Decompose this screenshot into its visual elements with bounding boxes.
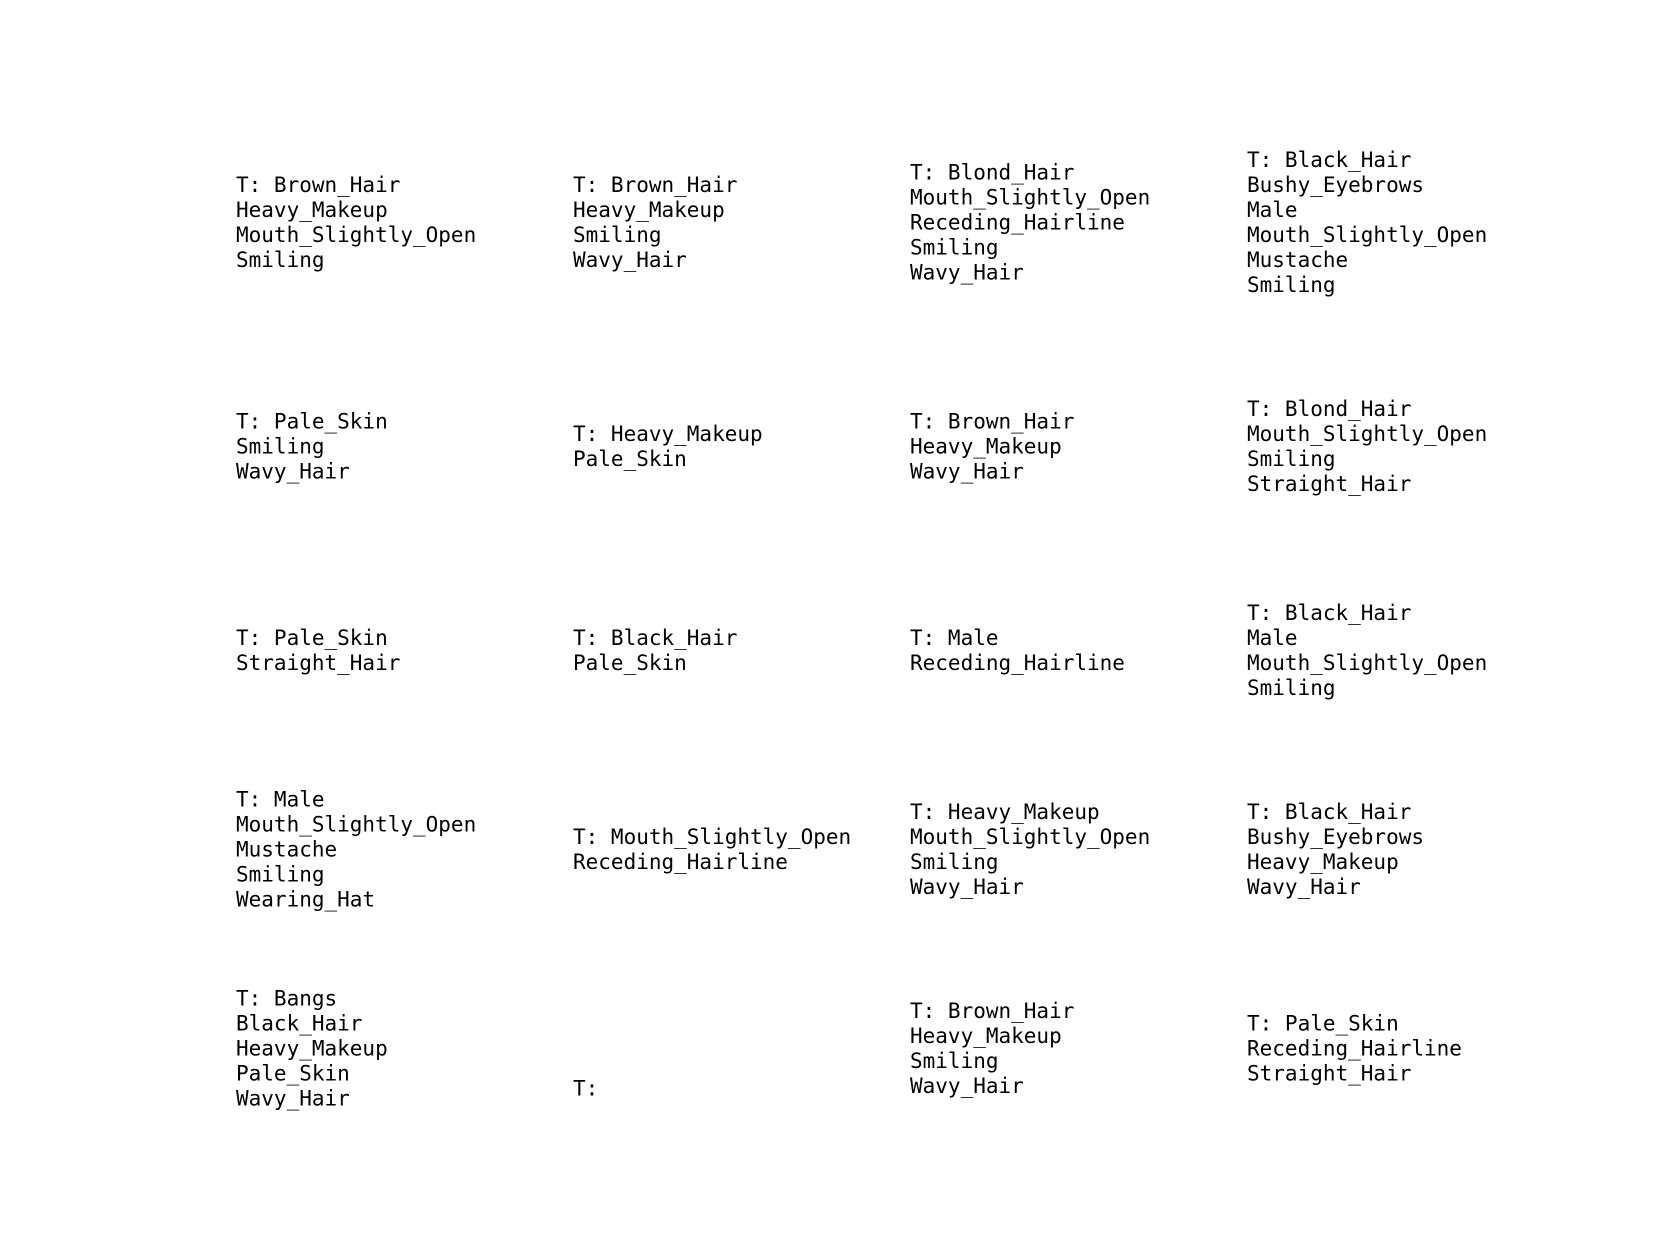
attribute-label: Smiling <box>1247 273 1336 297</box>
caption-panel-r5-c3 <box>910 999 1240 1099</box>
target-label: T: Black_Hair <box>1247 148 1412 172</box>
caption-panel-r3-c4 <box>1247 601 1577 701</box>
attribute-label: Wearing_Hat <box>236 887 376 912</box>
target-label: T: Blond_Hair <box>910 160 1075 185</box>
caption-panel-r4-c3 <box>910 800 1240 900</box>
caption-panel-r1-c3 <box>910 161 1240 286</box>
attribute-label: Heavy_Makeup <box>910 434 1062 459</box>
caption-panel-r2-c4 <box>1247 397 1577 497</box>
attribute-label: Mouth_Slightly_Open <box>910 185 1151 210</box>
attribute-label: Receding_Hairline <box>910 210 1125 235</box>
caption-panel-r3-c2 <box>573 626 903 676</box>
attribute-label: Mouth_Slightly_Open <box>236 223 477 247</box>
attribute-label: Wavy_Hair <box>910 875 1024 899</box>
target-label: T: Brown_Hair <box>573 173 738 197</box>
target-label: T: Pale_Skin <box>1247 1011 1399 1036</box>
attribute-label: Male <box>1247 198 1298 222</box>
attribute-label: Smiling <box>1247 447 1336 471</box>
attribute-label: Smiling <box>236 862 325 887</box>
attribute-label: Receding_Hairline <box>573 850 788 874</box>
attribute-label: Wavy_Hair <box>910 260 1024 285</box>
caption-panel-r3-c3 <box>910 626 1240 676</box>
attribute-label: Smiling <box>236 434 325 459</box>
attribute-label: Pale_Skin <box>573 651 687 675</box>
caption-panel-r1-c2 <box>573 173 903 273</box>
target-label: T: Black_Hair <box>1247 800 1412 824</box>
attribute-label: Mouth_Slightly_Open <box>1247 651 1488 675</box>
target-label: T: Male <box>910 626 999 650</box>
attribute-label: Straight_Hair <box>1247 472 1412 496</box>
attribute-label: Smiling <box>910 235 999 260</box>
target-label: T: Brown_Hair <box>910 999 1075 1023</box>
caption-panel-r4-c1 <box>236 788 566 913</box>
attribute-label: Bushy_Eyebrows <box>1247 825 1425 849</box>
attribute-label: Wavy_Hair <box>910 459 1024 484</box>
target-label: T: Heavy_Makeup <box>573 422 763 446</box>
attribute-label: Pale_Skin <box>573 447 687 471</box>
attribute-label: Straight_Hair <box>1247 1061 1412 1086</box>
target-label: T: Pale_Skin <box>236 626 388 650</box>
caption-panel-r1-c4 <box>1247 148 1577 298</box>
attribute-label: Heavy_Makeup <box>573 198 725 222</box>
caption-panel-r5-c4 <box>1247 1012 1577 1087</box>
attribute-label: Smiling <box>910 1049 999 1073</box>
target-label: T: Heavy_Makeup <box>910 800 1100 824</box>
caption-panel-r1-c1 <box>236 173 566 273</box>
attribute-label: Bushy_Eyebrows <box>1247 173 1425 197</box>
target-label: T: Brown_Hair <box>236 173 401 197</box>
caption-panel-r5-c1 <box>236 987 566 1112</box>
attribute-label: Receding_Hairline <box>1247 1036 1462 1061</box>
target-label: T: Black_Hair <box>1247 601 1412 625</box>
attribute-label: Black_Hair <box>236 1011 363 1036</box>
caption-panel-r4-c4 <box>1247 800 1577 900</box>
attribute-label: Wavy_Hair <box>573 248 687 272</box>
attribute-label: Mustache <box>1247 248 1349 272</box>
attribute-label: Heavy_Makeup <box>236 1036 388 1061</box>
target-label: T: <box>573 1076 599 1101</box>
attribute-label: Mouth_Slightly_Open <box>1247 422 1488 446</box>
attribute-label: Mouth_Slightly_Open <box>1247 223 1488 247</box>
target-label: T: Bangs <box>236 986 338 1011</box>
attribute-label: Mouth_Slightly_Open <box>910 825 1151 849</box>
caption-panel-r3-c1 <box>236 626 566 676</box>
attribute-label: Wavy_Hair <box>236 1086 350 1111</box>
attribute-label: Mouth_Slightly_Open <box>236 812 477 837</box>
target-label: T: Pale_Skin <box>236 409 388 434</box>
attribute-label: Straight_Hair <box>236 651 401 675</box>
attribute-label: Smiling <box>1247 676 1336 700</box>
target-label: T: Black_Hair <box>573 626 738 650</box>
attribute-label: Receding_Hairline <box>910 651 1125 675</box>
attribute-label: Wavy_Hair <box>236 459 350 484</box>
caption-panel-r2-c2 <box>573 422 903 472</box>
target-label: T: Mouth_Slightly_Open <box>573 825 852 849</box>
caption-panel-r2-c1 <box>236 410 566 485</box>
attribute-label: Smiling <box>910 850 999 874</box>
target-label: T: Male <box>236 787 325 812</box>
attribute-label: Heavy_Makeup <box>1247 850 1399 874</box>
attribute-label: Male <box>1247 626 1298 650</box>
attribute-label: Mustache <box>236 837 338 862</box>
attribute-label: Smiling <box>236 248 325 272</box>
caption-panel-r2-c3 <box>910 410 1240 485</box>
caption-panel-r5-c2 <box>573 1077 903 1102</box>
target-label: T: Blond_Hair <box>1247 397 1412 421</box>
target-label: T: Brown_Hair <box>910 409 1075 434</box>
attribute-label: Heavy_Makeup <box>236 198 388 222</box>
attribute-label: Wavy_Hair <box>1247 875 1361 899</box>
attribute-label: Wavy_Hair <box>910 1074 1024 1098</box>
attribute-label: Heavy_Makeup <box>910 1024 1062 1048</box>
attribute-label: Smiling <box>573 223 662 247</box>
caption-panel-r4-c2 <box>573 825 903 875</box>
attribute-label: Pale_Skin <box>236 1061 350 1086</box>
